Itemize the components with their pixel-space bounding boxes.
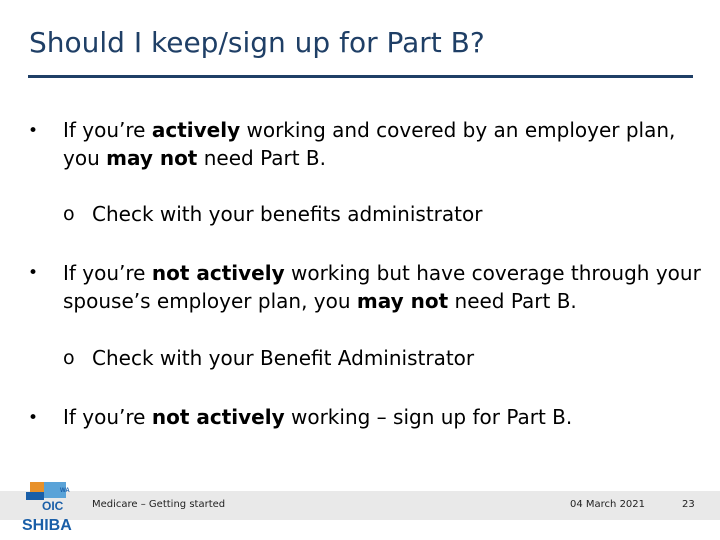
sub-bullet-text-1: Check with your benefits administrator	[92, 202, 483, 226]
text-run: need Part B.	[197, 146, 326, 170]
text-run: If you’re	[63, 261, 152, 285]
bold-text-run: not actively	[151, 261, 285, 285]
text-run: working and covered by an employer plan, you	[63, 118, 676, 170]
logo-wa-text: WA	[60, 488, 70, 494]
bullet-marker: •	[28, 121, 39, 141]
bullet-text-2	[63, 259, 703, 315]
sub-bullet-text-2: Check with your Benefit Administrator	[92, 346, 475, 370]
sub-bullet-marker: o	[63, 347, 75, 369]
bold-text-run: may not	[356, 289, 449, 313]
page-number: 23	[682, 499, 695, 510]
bullet-marker: •	[28, 408, 39, 428]
text-run: working but have coverage through your spouse’s employer plan, you	[63, 261, 701, 313]
bold-text-run: actively	[151, 118, 241, 142]
bold-text-run: not actively	[151, 405, 285, 429]
sub-bullet-marker: o	[63, 203, 75, 225]
text-run: If you’re	[63, 405, 152, 429]
logo-shiba-text: SHIBA	[22, 517, 72, 534]
footer-date: 04 March 2021	[570, 499, 646, 510]
text-run: If you’re	[63, 118, 152, 142]
footer-title: Medicare – Getting started	[92, 499, 226, 510]
slide-title: Should I keep/sign up for Part B?	[29, 26, 485, 59]
logo-oic-text: OIC	[42, 499, 64, 513]
bullet-text-1	[63, 116, 703, 172]
bullet-marker: •	[28, 263, 39, 283]
text-run: working – sign up for Part B.	[284, 405, 573, 429]
title-divider	[28, 75, 693, 78]
bold-text-run: may not	[106, 146, 198, 170]
bullet-text-3	[63, 403, 703, 431]
text-run: need Part B.	[448, 289, 577, 313]
oic-shiba-logo	[20, 478, 76, 534]
